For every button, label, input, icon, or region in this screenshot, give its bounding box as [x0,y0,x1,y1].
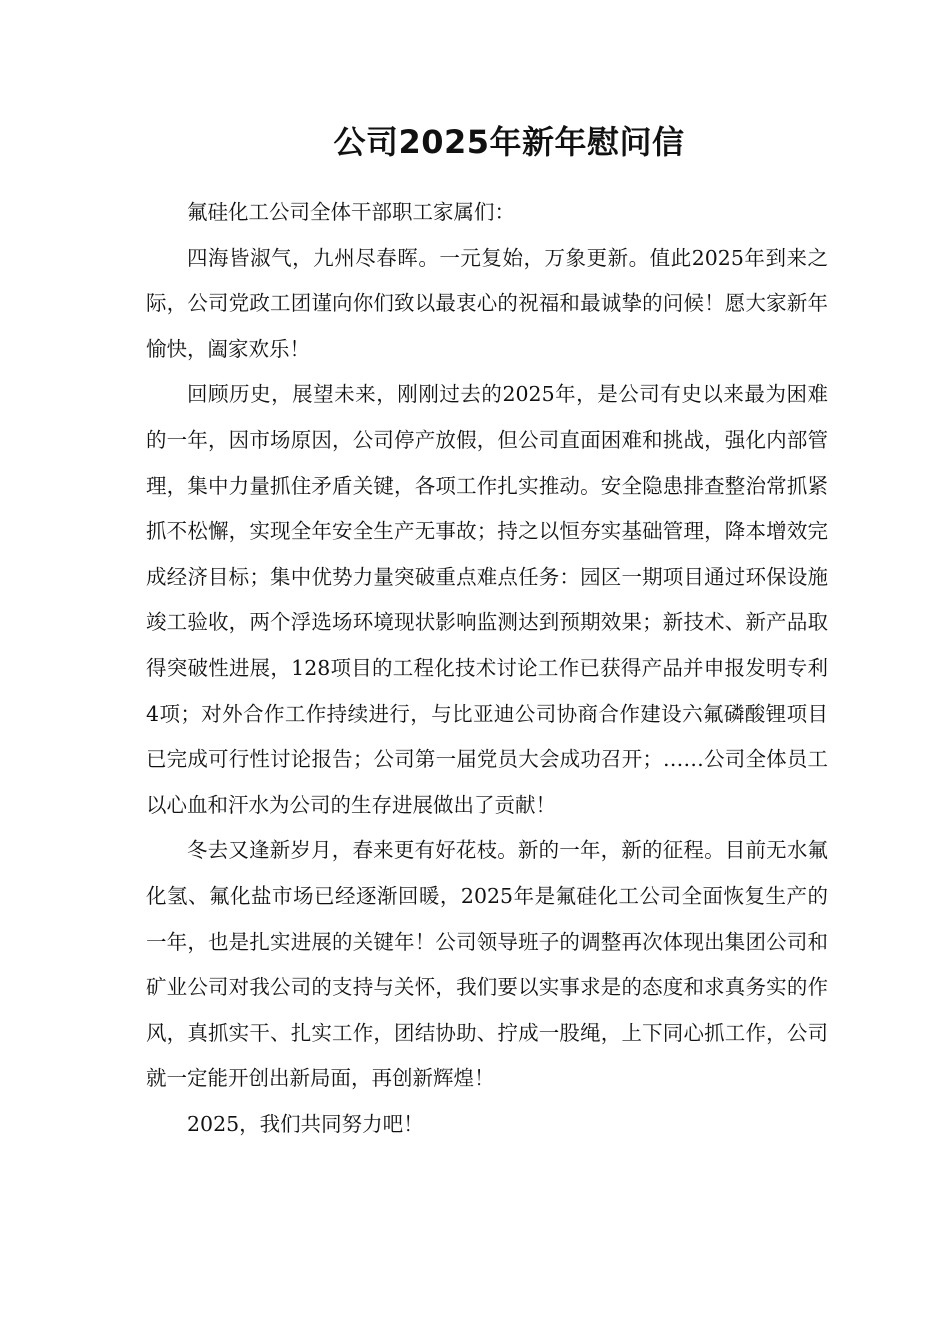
letter-body [146,190,828,1147]
paragraph-greeting: 四海皆淑气，九州尽春晖。一元复始，万象更新。值此2025年到来之际，公司党政工团谨向你们致以最衷心的祝福和最诚挚的问候！愿大家新年愉快，阖家欢乐！ [146,245,828,361]
paragraph-review: 回顾历史，展望未来，刚刚过去的2025年，是公司有史以来最为困难的一年，因市场原因，公司停产放假，但公司直面困难和挑战，强化内部管理，集中力量抓住矛盾关键，各项工作扎实推动。安全隐患排查整治常抓紧抓不松懈，实现全年安全生产无事故；持之以恒夯实基础管理，降本增效完成经济目标；集中优势力量突破重点难点任务：园区一期项目通过环保设施竣工验收，两个浮选场环境现状影响监测达到预期效果；新技术、新产品取得突破性进展，128项目的工程化技术讨论工作已获得产品并申报发明专利4项；对外合作工作持续进行，与比亚迪公司协商合作建设六氟磷酸锂项目已完成可行性讨论报告；公司第一届党员大会成功召开；……公司全体员工以心血和汗水为公司的生存进展做出了贡献！ [146,382,828,817]
salutation: 氟硅化工公司全体干部职工家属们： [187,200,515,224]
document-title: 公司2025年新年慰问信 [333,123,685,161]
paragraph-closing: 2025，我们共同努力吧！ [187,1111,424,1136]
paragraph-outlook: 冬去又逢新岁月，春来更有好花枝。新的一年，新的征程。目前无水氟化氢、氟化盐市场已经逐渐回暖，2025年是氟硅化工公司全面恢复生产的一年，也是扎实进展的关键年！公司领导班子的调整再次体现出集团公司和矿业公司对我公司的支持与关怀，我们要以实事求是的态度和求真务实的作风，真抓实干、扎实工作，团结协助、拧成一股绳，上下同心抓工作，公司就一定能开创出新局面，再创新辉煌！ [146,838,828,1091]
